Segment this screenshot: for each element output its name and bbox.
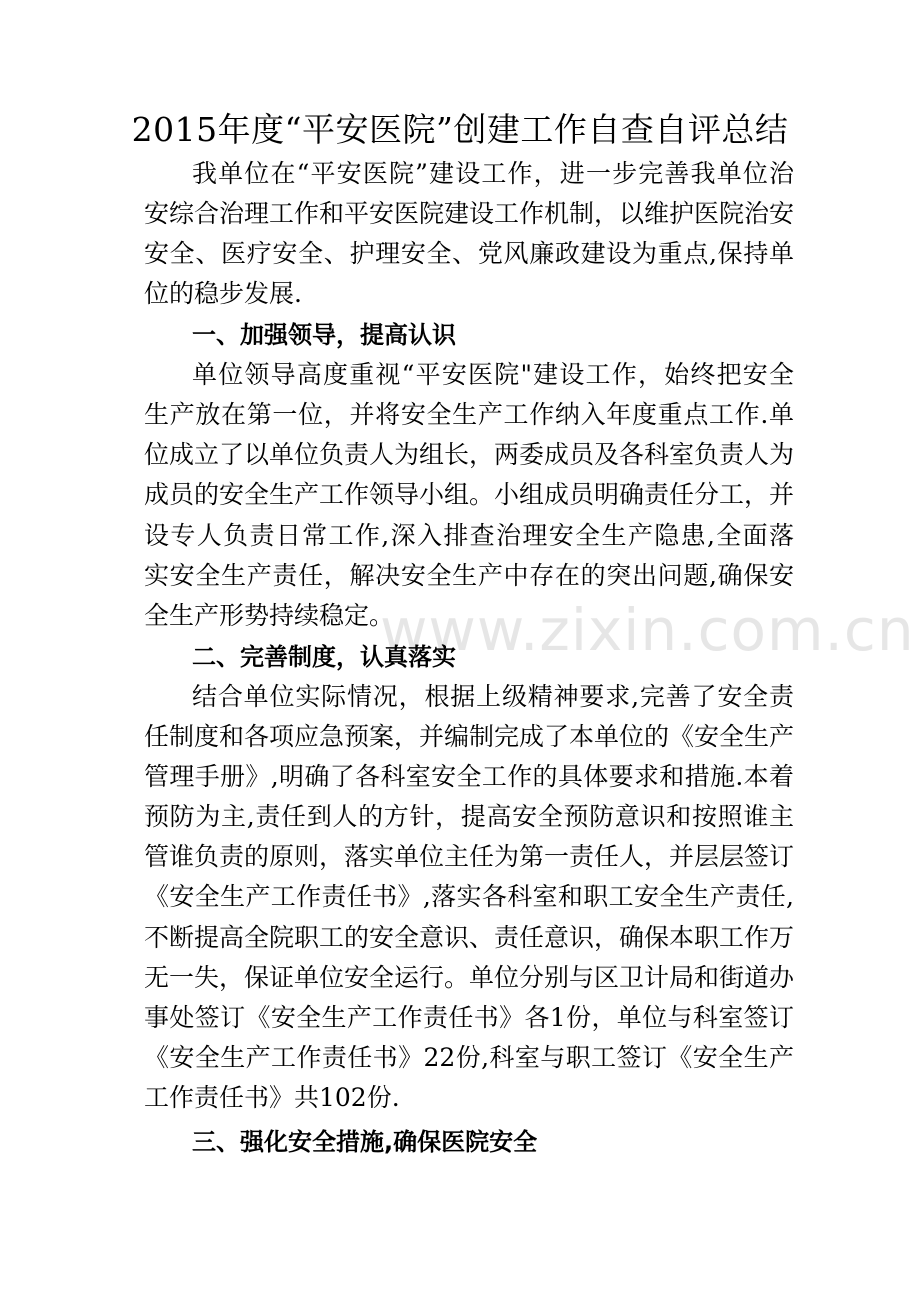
paragraph-line: 实安全生产责任，解决安全生产中存在的突出问题,确保安 bbox=[144, 561, 794, 590]
paragraph-line: 位成立了以单位负责人为组长，两委成员及各科室负责人为 bbox=[144, 440, 795, 469]
paragraph-line: 生产放在第一位，并将安全生产工作纳入年度重点工作.单 bbox=[144, 400, 794, 429]
section-heading: 三、强化安全措施,确保医院安全 bbox=[192, 1128, 538, 1156]
paragraph-line: 《安全生产工作责任书》,落实各科室和职工安全生产责任, bbox=[144, 882, 794, 911]
paragraph-line: 任制度和各项应急预案，并编制完成了本单位的《安全生产 bbox=[144, 722, 795, 751]
paragraph-line: 工作责任书》共102份. bbox=[144, 1083, 400, 1112]
paragraph-line: 单位领导高度重视“平安医院"建设工作，始终把安全 bbox=[192, 360, 794, 389]
paragraph-line: 不断提高全院职工的安全意识、责任意识，确保本职工作万 bbox=[144, 923, 795, 952]
paragraph-line: 我单位在“平安医院”建设工作，进一步完善我单位治 bbox=[192, 159, 794, 188]
paragraph-line: 管谁负责的原则，落实单位主任为第一责任人，并层层签订 bbox=[144, 842, 795, 871]
paragraph-line: 位的稳步发展. bbox=[144, 279, 302, 308]
paragraph-line: 成员的安全生产工作领导小组。小组成员明确责任分工，并 bbox=[144, 480, 795, 509]
paragraph-line: 无一失，保证单位安全运行。单位分别与区卫计局和街道办 bbox=[144, 963, 795, 992]
page-title: 2015年度“平安医院”创建工作自查自评总结 bbox=[131, 110, 789, 149]
paragraph-line: 《安全生产工作责任书》22份,科室与职工签订《安全生产 bbox=[144, 1043, 794, 1072]
section-heading: 一、加强领导，提高认识 bbox=[192, 321, 456, 349]
paragraph-line: 预防为主,责任到人的方针，提高安全预防意识和按照谁主 bbox=[144, 802, 794, 831]
paragraph-line: 设专人负责日常工作,深入排查治理安全生产隐患,全面落 bbox=[144, 521, 794, 550]
paragraph-line: 安综合治理工作和平安医院建设工作机制，以维护医院治安 bbox=[144, 199, 795, 228]
paragraph-line: 安全、医疗安全、护理安全、党风廉政建设为重点,保持单 bbox=[144, 239, 794, 268]
watermark: www.zixin.com.cn bbox=[380, 596, 915, 664]
paragraph-line: 结合单位实际情况，根据上级精神要求,完善了安全责 bbox=[192, 682, 794, 711]
section-heading: 二、完善制度，认真落实 bbox=[192, 643, 456, 671]
paragraph-line: 全生产形势持续稳定。 bbox=[144, 601, 395, 630]
paragraph-line: 管理手册》,明确了各科室安全工作的具体要求和措施.本着 bbox=[144, 762, 794, 791]
paragraph-line: 事处签订《安全生产工作责任书》各1份，单位与科室签订 bbox=[144, 1003, 794, 1032]
